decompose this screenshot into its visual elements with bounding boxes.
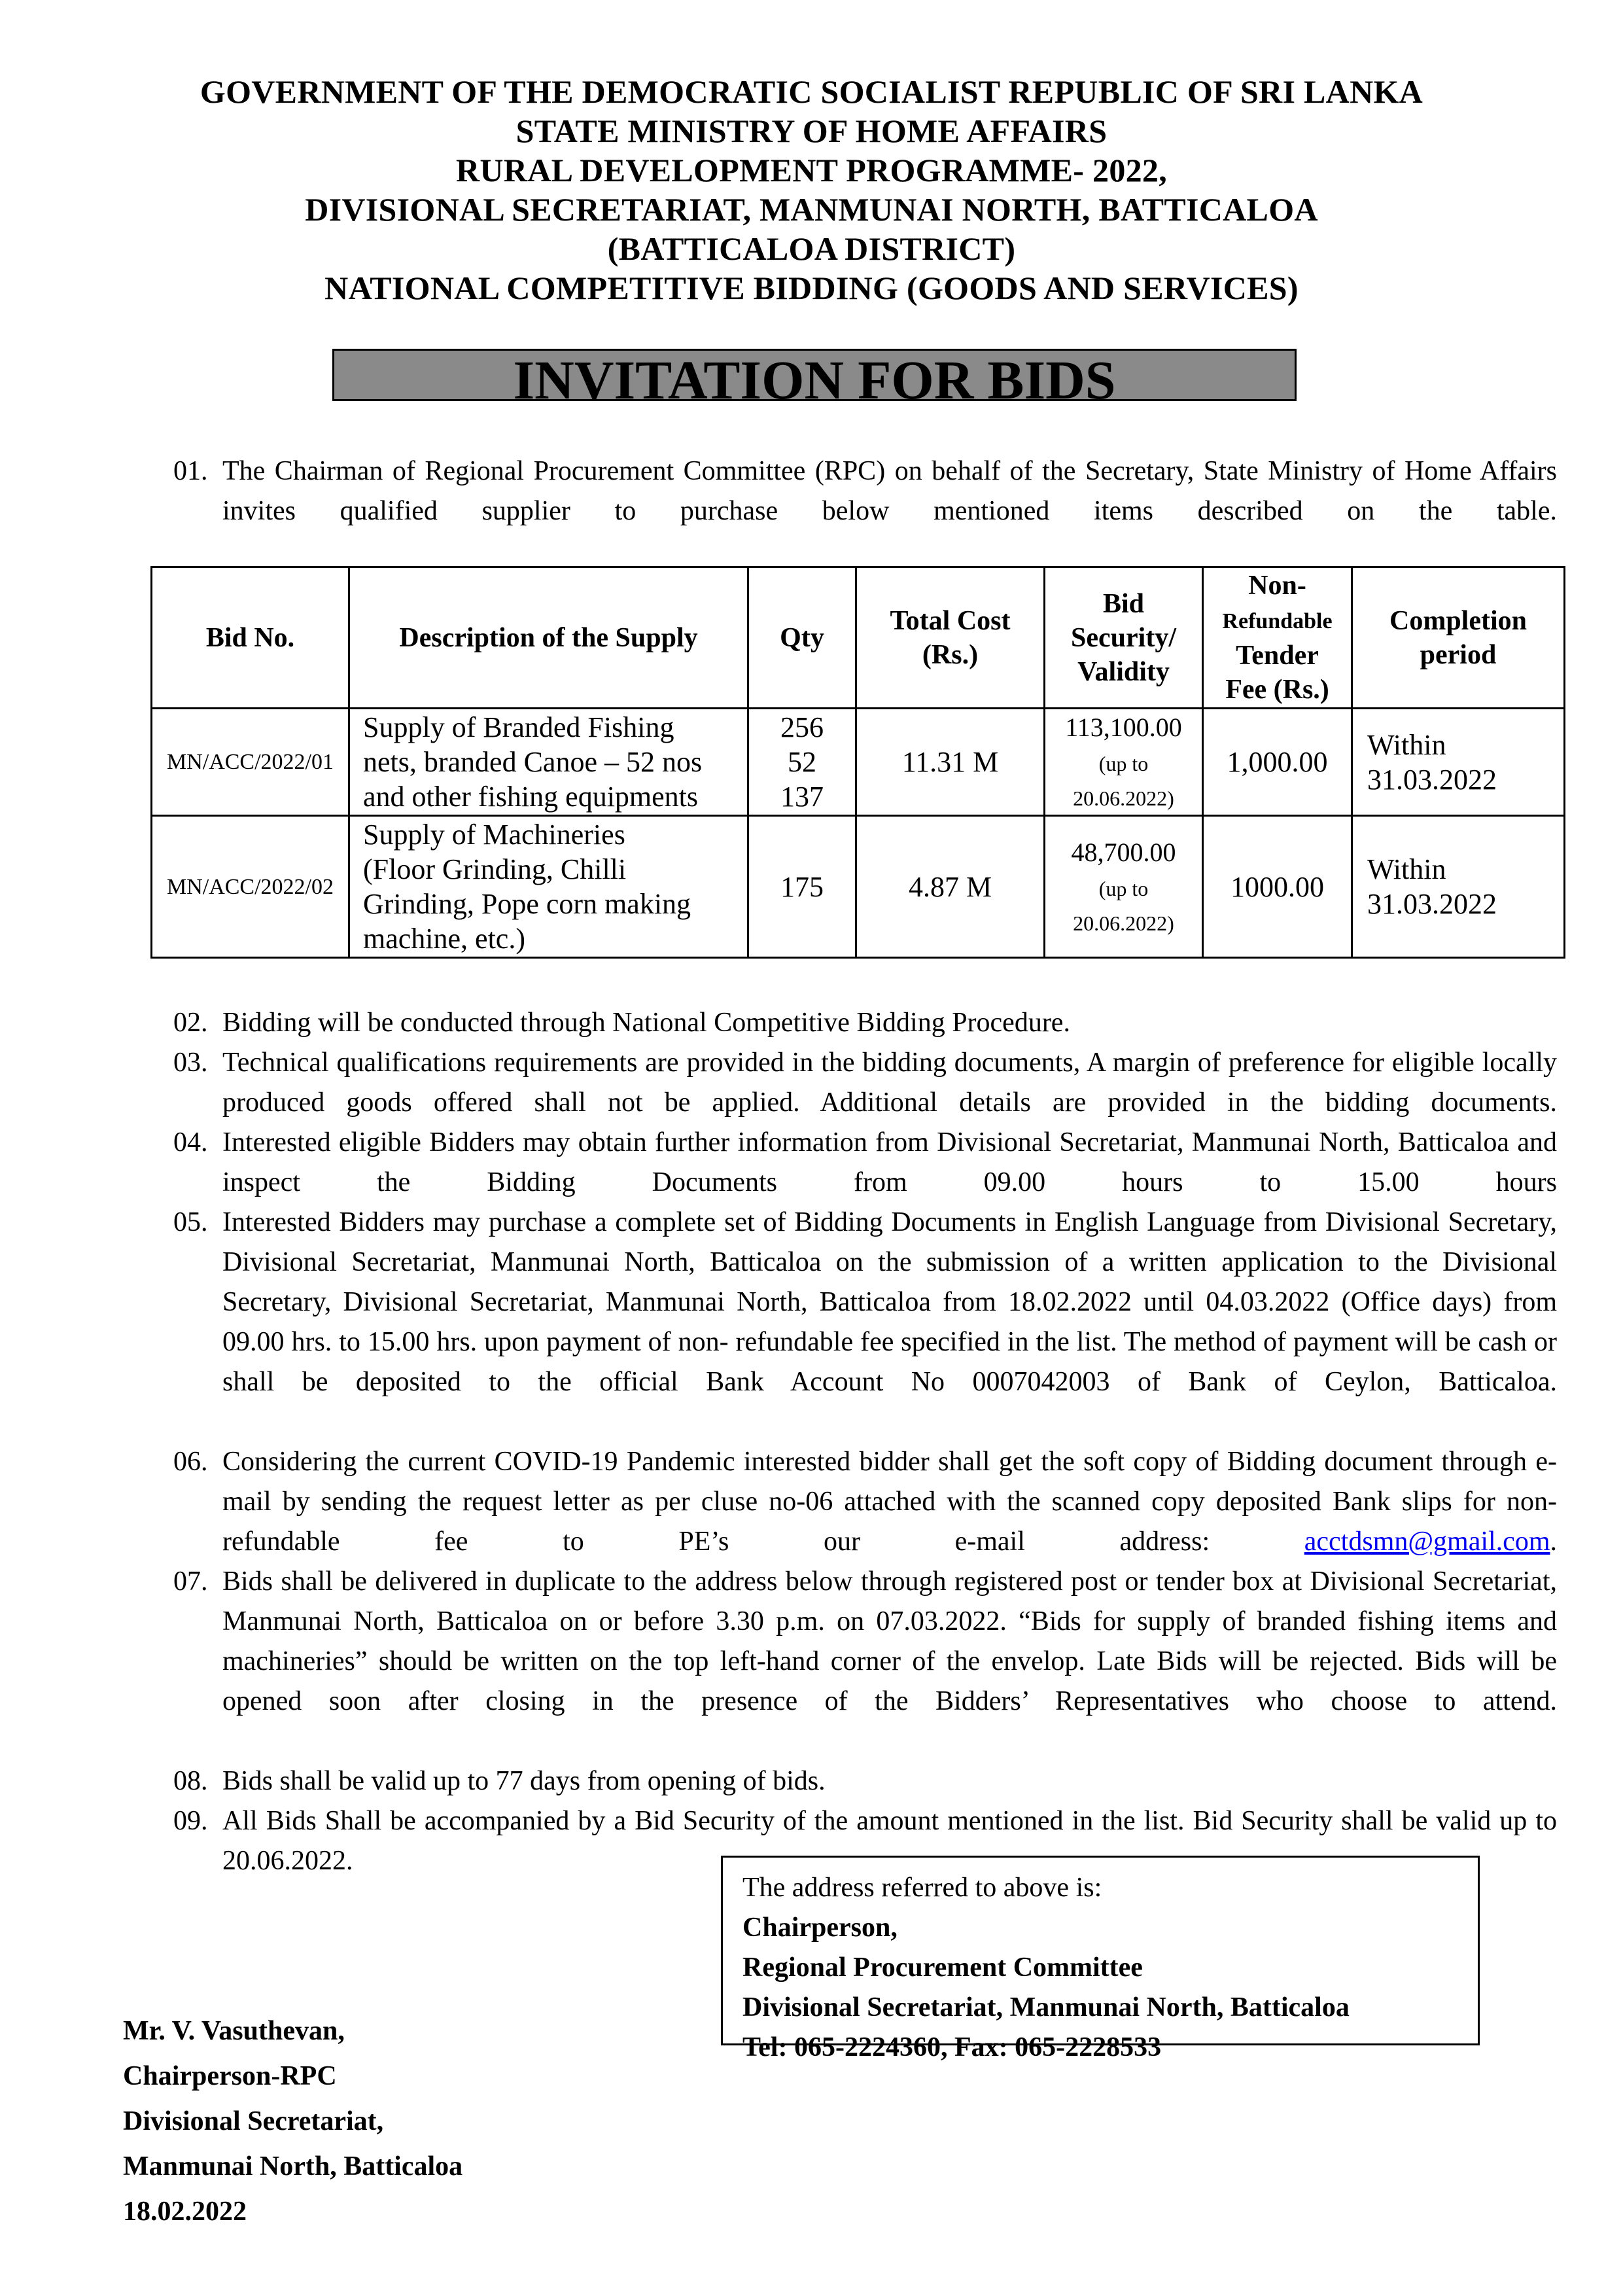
header-description: Description of the Supply <box>349 567 748 709</box>
cell-bid-no: MN/ACC/2022/01 <box>152 709 349 816</box>
paragraph-text: Interested Bidders may purchase a complete set of Bidding Documents in English Language from Divisional Secretary, Divisional Secretariat, Manmunai North, Batticaloa on the submission of a written application to the Divisional Secretary, Divisional Secretariat, Manmunai North, Batticaloa from 18.02.2022 until 04.03.2022 (Office days) from 09.00 hrs. to 15.00 hrs. upon payment of non- refundable fee specified in the list. The method of payment will be cash or shall be deposited to the official Bank Account No 0007042003 of Bank of Ceylon, Batticaloa. <box>222 1207 1557 1397</box>
page-title: INVITATION FOR BIDS <box>513 350 1116 411</box>
paragraph-text: Bids shall be valid up to 77 days from opening of bids. <box>222 1766 826 1796</box>
paragraph-05 <box>173 1203 1557 1442</box>
table-row <box>152 816 1565 958</box>
paragraph-08 <box>173 1761 1557 1801</box>
signatory-title: Chairperson-RPC <box>123 2061 337 2091</box>
paragraph-number: 09. <box>173 1806 208 1836</box>
paragraph-text: Interested eligible Bidders may obtain further information from Divisional Secretariat, Manmunai North, Batticaloa and inspect the Bidding Documents from 09.00 hours to 15.00 hours <box>222 1127 1557 1197</box>
cell-qty: 175 <box>748 816 856 958</box>
header-bid-no: Bid No. <box>152 567 349 709</box>
header-line-bidding: NATIONAL COMPETITIVE BIDDING (GOODS AND SERVICES) <box>324 270 1299 306</box>
header-line-secretariat: DIVISIONAL SECRETARIAT, MANMUNAI NORTH, BATTICALOA <box>305 191 1318 228</box>
header-line-government: GOVERNMENT OF THE DEMOCRATIC SOCIALIST REPUBLIC OF SRI LANKA <box>200 73 1423 110</box>
address-contact: Tel: 065-2224360, Fax: 065-2228533 <box>742 2032 1162 2062</box>
paragraph-number: 06. <box>173 1447 208 1477</box>
address-intro: The address referred to above is: <box>742 1873 1102 1903</box>
cell-bid-security: 48,700.00 (up to 20.06.2022) <box>1045 816 1203 958</box>
cell-completion: Within 31.03.2022 <box>1352 709 1565 816</box>
paragraph-number: 07. <box>173 1566 208 1597</box>
cell-qty: 256 52 137 <box>748 709 856 816</box>
signatory-office: Divisional Secretariat, <box>123 2106 384 2136</box>
header-line-ministry: STATE MINISTRY OF HOME AFFAIRS <box>515 113 1108 149</box>
paragraph-number: 04. <box>173 1127 208 1157</box>
signatory-place: Manmunai North, Batticaloa <box>123 2151 463 2181</box>
document-header <box>0 72 1623 308</box>
paragraph-text: Bidding will be conducted through National Competitive Bidding Procedure. <box>222 1008 1070 1038</box>
paragraph-number: 03. <box>173 1048 208 1078</box>
cell-description: Supply of Branded Fishing nets, branded Canoe – 52 nos and other fishing equipments <box>349 709 748 816</box>
address-box <box>721 1856 1480 2062</box>
paragraph-02 <box>173 1003 1557 1043</box>
paragraph-text: Bids shall be delivered in duplicate to the address below through registered post or tender box at Divisional Secretariat, Manmunai North, Batticaloa on or before 3.30 p.m. on 07.03.2022. “Bids for supply of branded fishing items and machineries” should be written on the top left-hand corner of the envelop. Late Bids will be rejected. Bids will be opened soon after closing in the presence of the Bidders’ Representatives who choose to attend. <box>222 1566 1557 1716</box>
table-header-row <box>152 567 1565 709</box>
signature-date: 18.02.2022 <box>123 2197 247 2227</box>
cell-completion: Within 31.03.2022 <box>1352 816 1565 958</box>
header-line-district: (BATTICALOA DISTRICT) <box>607 230 1016 267</box>
header-total-cost: Total Cost (Rs.) <box>856 567 1045 709</box>
table-row <box>152 709 1565 816</box>
paragraph-text: The Chairman of Regional Procurement Committee (RPC) on behalf of the Secretary, State Ministry of Home Affairs invites qualified supplier to purchase below mentioned items described on the table. <box>222 456 1557 526</box>
cell-total-cost: 11.31 M <box>856 709 1045 816</box>
email-link[interactable]: acctdsmn@gmail.com <box>1304 1527 1550 1557</box>
paragraph-number: 05. <box>173 1207 208 1237</box>
paragraph-text: Considering the current COVID-19 Pandemic interested bidder shall get the soft copy of Bidding document through e-mail by sending the request letter as per cluse no-06 attached with the scanned copy deposited Bank slips for non-refundable fee to PE’s our e-mail address: acctdsmn@gmail.com. <box>222 1447 1557 1557</box>
paragraph-number: 01. <box>173 456 208 486</box>
cell-description: Supply of Machineries (Floor Grinding, Chilli Grinding, Pope corn making machine, etc.) <box>349 816 748 958</box>
header-bid-security: Bid Security/ Validity <box>1045 567 1203 709</box>
paragraph-text: All Bids Shall be accompanied by a Bid Security of the amount mentioned in the list. Bid Security shall be valid up to 20.06.2022. <box>222 1806 1557 1876</box>
signatory-name: Mr. V. Vasuthevan, <box>123 2016 345 2046</box>
header-qty: Qty <box>748 567 856 709</box>
cell-total-cost: 4.87 M <box>856 816 1045 958</box>
cell-bid-security: 113,100.00 (up to 20.06.2022) <box>1045 709 1203 816</box>
header-tender-fee: Non- Refundable Tender Fee (Rs.) <box>1203 567 1352 709</box>
cell-bid-no: MN/ACC/2022/02 <box>152 816 349 958</box>
address-line: Chairperson, <box>742 1913 898 1943</box>
bids-table <box>150 566 1565 959</box>
header-line-programme: RURAL DEVELOPMENT PROGRAMME- 2022, <box>455 152 1168 188</box>
cell-tender-fee: 1,000.00 <box>1203 709 1352 816</box>
paragraph-number: 02. <box>173 1008 208 1038</box>
title-banner <box>332 349 1297 411</box>
cell-tender-fee: 1000.00 <box>1203 816 1352 958</box>
address-line: Regional Procurement Committee <box>742 1952 1143 1983</box>
header-completion: Completion period <box>1352 567 1565 709</box>
paragraph-01 <box>173 451 1557 571</box>
address-line: Divisional Secretariat, Manmunai North, Batticaloa <box>742 1992 1350 2022</box>
paragraph-07 <box>173 1562 1557 1761</box>
paragraph-text: Technical qualifications requirements are provided in the bidding documents, A margin of preference for eligible locally produced goods offered shall not be applied. Additional details are provided in the bidding documents. <box>222 1048 1557 1118</box>
signature-block <box>123 2009 462 2234</box>
paragraph-number: 08. <box>173 1766 208 1796</box>
